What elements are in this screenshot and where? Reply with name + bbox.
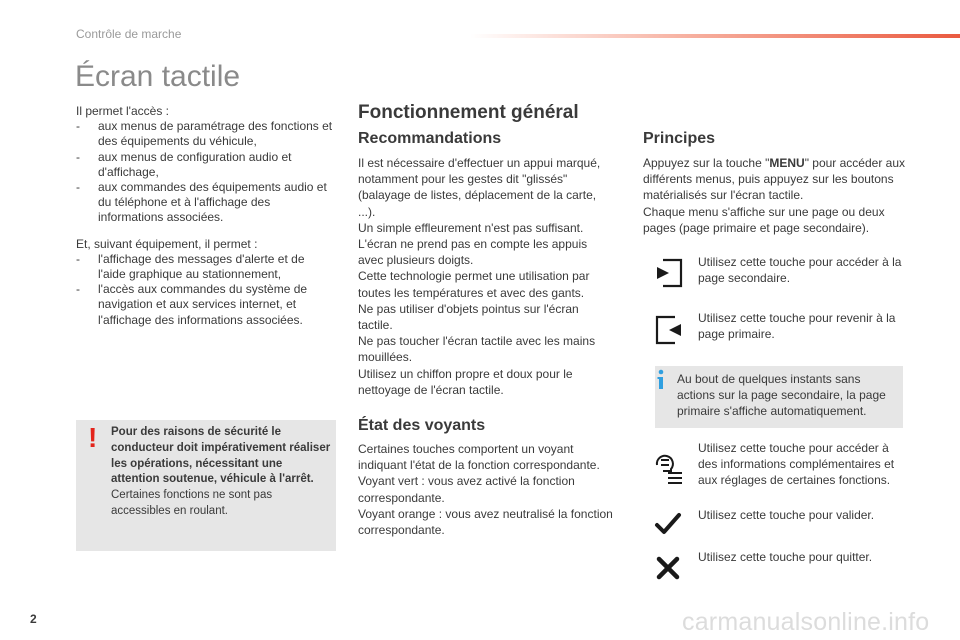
intro-lead-2: Et, suivant équipement, il permet : [76,236,258,251]
close-icon [651,551,687,587]
recommendation-line: Cette technologie permet une utilisation par toutes les températures et avec des gants. [358,269,590,300]
list-item: - aux menus de configuration audio et d'affichage, [76,150,334,180]
info-box [655,366,903,428]
info-icon [655,366,669,397]
page-number: 2 [30,612,37,626]
primary-page-icon [651,313,687,349]
principles-text-after: " pour accéder aux différents menus, puis appuyez sur les boutons matérialisés sur l'écran tactile. [643,156,906,203]
info-text: Au bout de quelques instants sans actions sur la page secondaire, la page primaire s'affiche automatiquement. [677,372,886,419]
status-line: Voyant orange : vous avez neutralisé la fonction correspondante. [358,506,613,538]
list-item: - aux menus de paramétrage des fonctions et des équipements du véhicule, [76,119,334,149]
button-description: Utilisez cette touche pour revenir à la page primaire. [698,311,896,342]
recommendation-line: Il est nécessaire d'effectuer un appui marqué, notamment pour les gestes dit "glissés" (balayage de listes, déplacement de la carte, ...). [358,156,601,219]
warning-bold-text: Pour des raisons de sécurité le conducteur doit impérativement réaliser les opérations, nécessitant une attention soutenue, véhicule à l'arrêt. [111,426,331,486]
principles-intro [643,155,908,204]
principles-text-before: Appuyez sur la touche " [643,156,770,170]
principles-heading: Principes [643,130,716,147]
recommendation-line: Utilisez un chiffon propre et doux pour le nettoyage de l'écran tactile. [358,366,573,397]
list-item: - l'affichage des messages d'alerte et de l'aide graphique au stationnement, [76,252,334,282]
recommendation-line: Un simple effleurement n'est pas suffisant. [358,220,584,235]
list-item: - aux commandes des équipements audio et du téléphone et à l'affichage des informations associées. [76,180,334,226]
intro-lead: Il permet l'accès : [76,104,169,118]
list-item: - l'accès aux commandes du système de navigation et aux services internet, et l'affichage des informations associées. [76,282,334,328]
recommendation-line: L'écran ne prend pas en compte les appuis avec plusieurs doigts. [358,237,588,268]
recommendations-heading: Recommandations [358,130,502,147]
status-line: Certaines touches comportent un voyant indiquant l'état de la fonction correspondante. [358,442,600,473]
header-accent-bar [470,34,960,38]
button-description: Utilisez cette touche pour accéder à la page secondaire. [698,255,902,286]
principles-text [643,155,908,236]
exclamation-icon: ! [88,422,98,453]
button-description: Utilisez cette touche pour quitter. [698,550,873,564]
section-header: Contrôle de marche [76,27,182,41]
warning-note: Certaines fonctions ne sont pas accessibles en roulant. [111,489,273,517]
menu-key-label: MENU [769,156,805,170]
status-line: Voyant vert : vous avez activé la fonction correspondante. [358,474,575,505]
button-description: Utilisez cette touche pour accéder à des informations complémentaires et aux réglages de certaines fonctions. [698,441,895,488]
intro-list [76,119,334,225]
general-heading: Fonctionnement général [358,102,579,123]
recommendations-text [358,155,613,398]
page-title: Écran tactile [75,60,241,93]
safety-warning-box [76,420,336,551]
recommendation-line: Ne pas toucher l'écran tactile avec les mains mouillées. [358,334,596,365]
status-heading: État des voyants [358,417,486,434]
principles-line-2: Chaque menu s'affiche sur une page ou deux pages (page primaire et page secondaire). [643,204,885,235]
status-text [358,441,613,538]
button-description: Utilisez cette touche pour valider. [698,508,875,522]
recommendation-line: Ne pas utiliser d'objets pointus sur l'écran tactile. [358,301,579,333]
secondary-page-icon [651,256,687,292]
intro-list-2 [76,252,334,328]
options-icon [651,452,687,488]
checkmark-icon [651,507,687,543]
intro-column [76,104,334,328]
watermark-url: carmanualsonline.info [682,608,930,636]
warning-text [111,425,331,520]
